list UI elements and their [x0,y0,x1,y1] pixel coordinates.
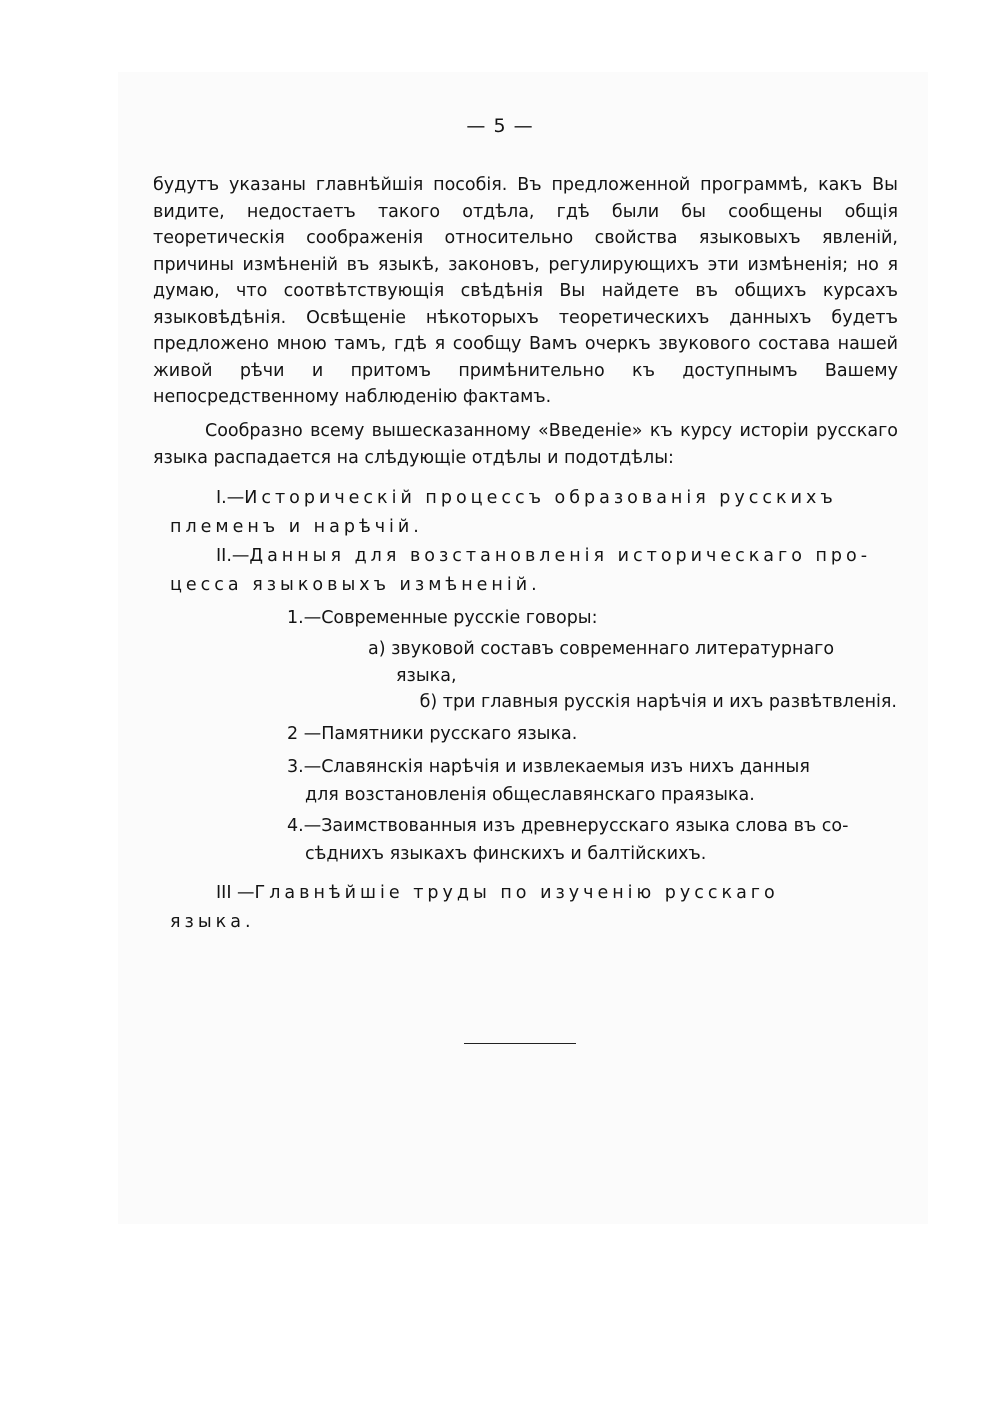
item-2: 2 —Памятники русскаго языка. [287,724,578,744]
item-4-line-2: сѣднихъ языкахъ финскихъ и балтійскихъ. [305,844,707,864]
section-1-title: Историческій процессъ образованія русскихъ [244,488,837,508]
paragraph-1: будутъ указаны главнѣйшія пособія. Въ предложенной программѣ, какъ Вы видите, недостаетъ такого отдѣла, гдѣ были бы сообщены общія теоретическія соображенія относительно свойства языковыхъ явленій, причины измѣненій въ языкѣ, законовъ, регулирующихъ эти измѣненія; но я думаю, что соотвѣтствующія свѣдѣнія Вы найдете въ общихъ курсахъ языковѣдѣнія. Освѣщеніе нѣкоторыхъ теоретическихъ данныхъ будетъ предложено мною тамъ, гдѣ я сообщу Вамъ очеркъ звукового состава нашей живой рѣчи и притомъ примѣнительно къ доступнымъ Вашему непосредственному наблюденію фактамъ. [153,175,898,407]
paragraph-2: Сообразно всему вышесказанному «Введеніе» къ курсу исторіи русскаго языка распадается на слѣдующіе отдѣлы и подотдѣлы: [153,421,898,468]
subitem-b: б) три главныя русскія нарѣчія и ихъ развѣтвленія. [419,692,897,712]
item-1: 1.—Современные русскіе говоры: [287,608,598,628]
subitem-a [368,636,897,690]
section-1-line-1 [170,484,897,513]
section-3 [170,879,897,937]
section-2 [170,542,897,600]
section-3-number: III — [216,883,255,903]
section-3-title: Главнѣйшіе труды по изученію русскаго [254,883,779,903]
item-4 [287,812,897,868]
subitem-a-line-1: а) звуковой составъ современнаго литературнаго [368,639,835,659]
page-number: — 5 — [466,115,534,137]
section-2-line-2: цесса языковыхъ измѣненій. [170,575,541,595]
section-3-line-2: языка. [170,912,255,932]
section-2-number: II.— [216,546,250,566]
section-1 [170,484,897,542]
item-4-line-1: 4.—Заимствованныя изъ древнерусскаго языка слова въ со- [287,816,849,836]
closing-rule [464,1043,576,1044]
section-2-title: Данныя для возстановленія историческаго про- [249,546,872,566]
subitem-a-line-2: языка, [396,666,457,686]
section-2-line-1 [170,542,897,571]
item-3-line-2: для возстановленія общеславянскаго праязыка. [305,785,755,805]
section-3-line-1 [170,879,897,908]
section-1-line-2: племенъ и нарѣчій. [170,517,423,537]
item-3-line-1: 3.—Славянскія нарѣчія и извлекаемыя изъ нихъ данныя [287,757,810,777]
item-3 [287,753,897,809]
section-1-number: I.— [216,488,245,508]
